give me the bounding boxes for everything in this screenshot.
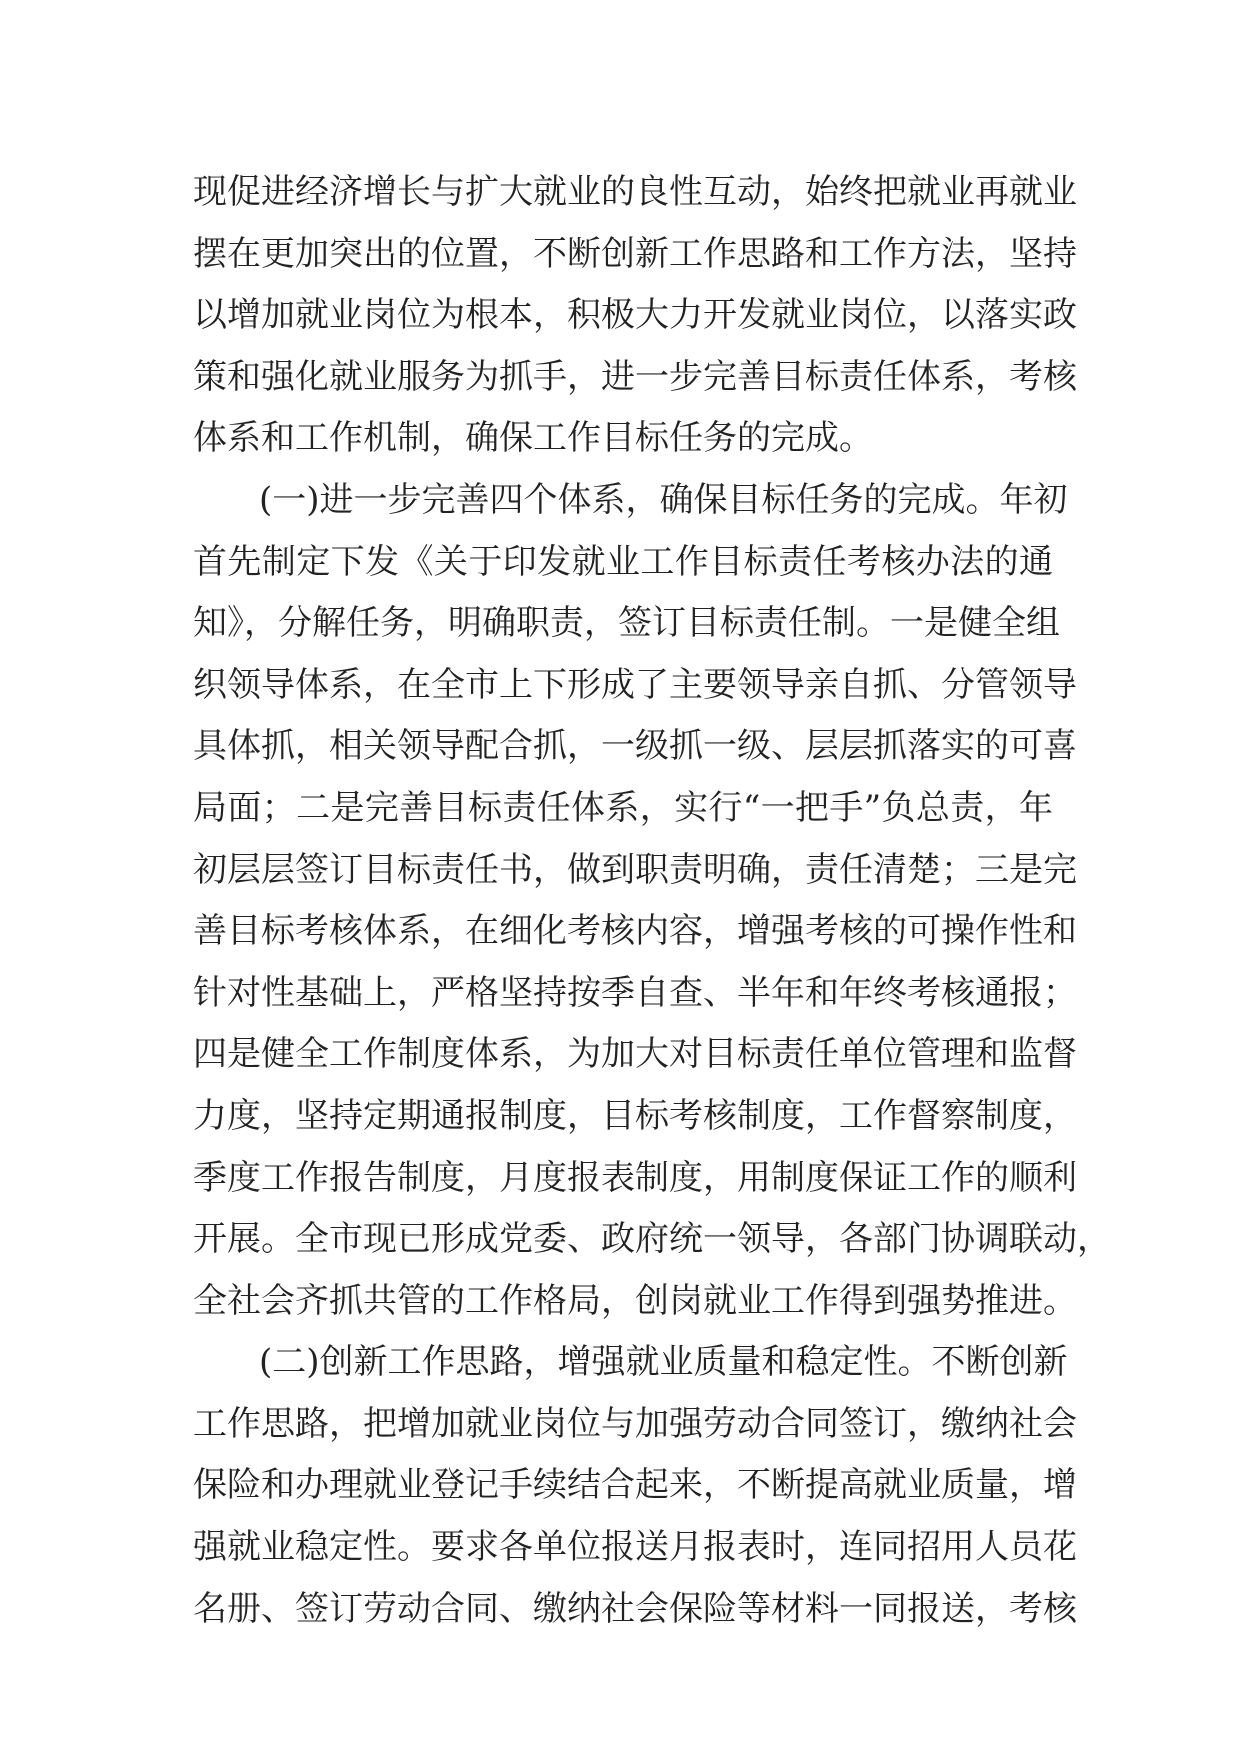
text-line: 善目标考核体系，在细化考核内容，增强考核的可操作性和 <box>193 911 1077 952</box>
text-line: 现促进经济增长与扩大就业的良性互动，始终把就业再就业 <box>193 172 1077 212</box>
text-line: 策和强化就业服务为抓手，进一步完善目标责任体系，考核 <box>193 356 1077 397</box>
document-body <box>193 162 1111 1640</box>
text-line: 强就业稳定性。要求各单位报送月报表时，连同招用人员花 <box>193 1527 1077 1568</box>
text-line: 四是健全工作制度体系，为加大对目标责任单位管理和监督 <box>193 1034 1077 1075</box>
text-line: 初层层签订目标责任书，做到职责明确，责任清楚；三是完 <box>193 849 1077 890</box>
text-line: 具体抓，相关领导配合抓，一级抓一级、层层抓落实的可喜 <box>193 726 1077 767</box>
text-line: 季度工作报告制度，月度报表制度，用制度保证工作的顺利 <box>193 1157 1077 1198</box>
text-line: 针对性基础上，严格坚持按季自查、半年和年终考核通报； <box>193 972 1077 1013</box>
text-line: 织领导体系，在全市上下形成了主要领导亲自抓、分管领导 <box>193 664 1077 705</box>
text-line: 工作思路，把增加就业岗位与加强劳动合同签订，缴纳社会 <box>193 1403 1077 1444</box>
text-line: 摆在更加突出的位置，不断创新工作思路和工作方法，坚持 <box>193 233 1077 274</box>
text-line: 开展。全市现已形成党委、政府统一领导，各部门协调联动， <box>193 1219 1111 1260</box>
text-line: 局面；二是完善目标责任体系，实行“一把手”负总责，年 <box>193 787 1053 828</box>
text-line: 知》，分解任务，明确职责，签订目标责任制。一是健全组 <box>193 603 1060 644</box>
text-line: 全社会齐抓共管的工作格局，创岗就业工作得到强势推进。 <box>193 1280 1077 1321</box>
text-line: 首先制定下发《关于印发就业工作目标责任考核办法的通 <box>193 541 1053 582</box>
text-line: 体系和工作机制，确保工作目标任务的完成。 <box>193 418 873 459</box>
text-line: 名册、签订劳动合同、缴纳社会保险等材料一同报送，考核 <box>193 1588 1077 1629</box>
text-line: 保险和办理就业登记手续结合起来，不断提高就业质量，增 <box>193 1465 1077 1506</box>
text-line: (二)创新工作思路，增强就业质量和稳定性。不断创新 <box>259 1342 1068 1383</box>
text-line: 力度，坚持定期通报制度，目标考核制度，工作督察制度， <box>193 1095 1077 1136</box>
text-line: (一)进一步完善四个体系，确保目标任务的完成。年初 <box>259 479 1068 520</box>
text-line: 以增加就业岗位为根本，积极大力开发就业岗位，以落实政 <box>193 295 1077 336</box>
